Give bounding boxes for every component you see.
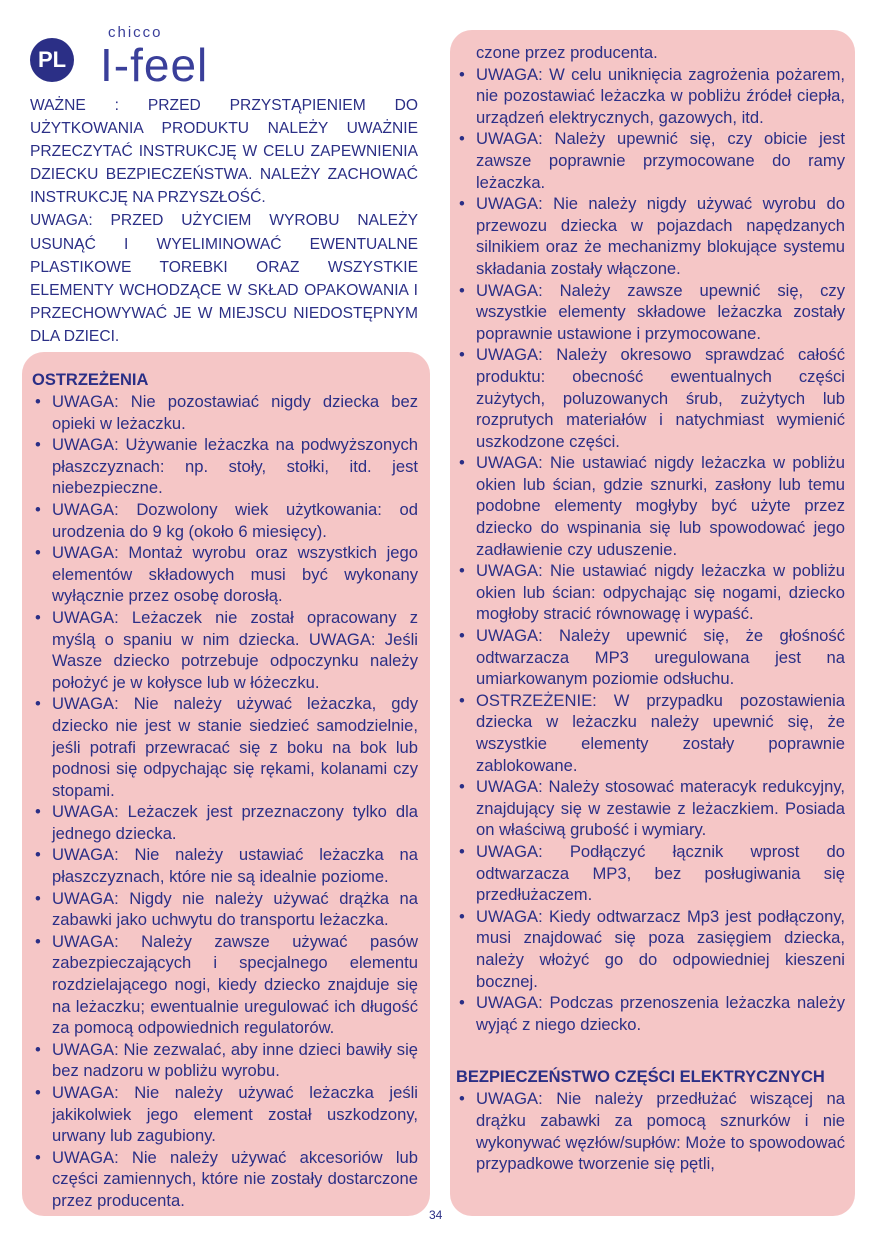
warning-item: • UWAGA: Należy stosować materacyk redukcyjny, znajdujący się w zestawie z leżaczkiem. Posiada on właściwą grubość i wymiary. <box>456 776 845 841</box>
language-badge: PL <box>30 38 74 82</box>
warning-item: • UWAGA: Nie zezwalać, aby inne dzieci bawiły się bez nadzoru w pobliżu wyrobu. <box>32 1039 418 1082</box>
warnings-title: OSTRZEŻENIA <box>32 371 149 389</box>
warning-item: • UWAGA: Nie należy używać leżaczka, gdy dziecko nie jest w stanie siedzieć samodzielnie, jeśli potrafi przewracać się z boku na bok lub podnosi się odpychając się rękami, kolanami czy stopami. <box>32 693 418 801</box>
intro-text <box>30 94 418 348</box>
warning-item: • UWAGA: W celu uniknięcia zagrożenia pożarem, nie pozostawiać leżaczka w pobliżu źródeł ciepła, urządzeń elektrycznych, gazowych, itd. <box>456 64 845 129</box>
warning-item: • UWAGA: Nie należy używać akcesoriów lub części zamiennych, które nie zostały dostarczone przez producenta. <box>32 1147 418 1212</box>
warning-item: • UWAGA: Nie należy przedłużać wiszącej na drążku zabawki za pomocą sznurków i nie wykonywać węzłów/supłów: Może to spowodować przypadkowe tworzenie się pętli, <box>456 1088 845 1174</box>
brand-logo <box>100 20 240 95</box>
intro-paragraph: UWAGA: PRZED UŻYCIEM WYROBU NALEŻY USUNĄĆ I WYELIMINOWAĆ EWENTUALNE PLASTIKOWE TOREBKI ORAZ WSZYSTKIE ELEMENTY WCHODZĄCE W SKŁAD OPAKOWANIA I PRZECHOWYWAĆ JE W MIEJSCU NIEDOSTĘPNYM DLA DZIECI. <box>30 212 418 345</box>
warning-item: • UWAGA: Nie ustawiać nigdy leżaczka w pobliżu okien lub ścian: odpychając się nogami, dziecko mogłoby stracić równowagę i wypaść. <box>456 560 845 625</box>
warning-item: • UWAGA: Należy upewnić się, czy obicie jest zawsze poprawnie przymocowane do ramy leżaczka. <box>456 128 845 193</box>
warnings-list <box>32 391 418 1212</box>
warning-item: • UWAGA: Montaż wyrobu oraz wszystkich jego elementów składowych musi być wykonany wyłącznie przez osobę dorosłą. <box>32 542 418 607</box>
warning-item: • UWAGA: Należy zawsze upewnić się, czy wszystkie elementy składowe leżaczka zostały poprawnie ustawione i przymocowane. <box>456 280 845 345</box>
page-number: 34 <box>429 1208 443 1222</box>
warning-continuation: czone przez producenta. <box>476 43 658 62</box>
warning-item: • UWAGA: Używanie leżaczka na podwyższonych płaszczyznach: np. stoły, stołki, itd. jest niebezpieczne. <box>32 434 418 499</box>
warning-item: • OSTRZEŻENIE: W przypadku pozostawienia dziecka w leżaczku należy upewnić się, że wszystkie elementy zostały poprawnie zablokowane. <box>456 690 845 776</box>
warning-item: • UWAGA: Leżaczek jest przeznaczony tylko dla jednego dziecka. <box>32 801 418 844</box>
warning-item: • UWAGA: Leżaczek nie został opracowany z myślą o spaniu w nim dziecka. UWAGA: Jeśli Wasze dziecko potrzebuje odpoczynku należy położyć je w kołysce lub w łóżeczku. <box>32 607 418 693</box>
intro-paragraph: WAŻNE : PRZED PRZYSTĄPIENIEM DO UŻYTKOWANIA PRODUKTU NALEŻY UWAŻNIE PRZECZYTAĆ INSTRUKCJĘ W CELU ZAPEWNIENIA DZIECKU BEZPIECZEŃSTWA. NALEŻY ZACHOWAĆ INSTRUKCJĘ NA PRZYSZŁOŚĆ. <box>30 97 418 207</box>
warning-item: • UWAGA: Należy zawsze używać pasów zabezpieczających i specjalnego elementu rozdzielającego nogi, kiedy dziecko znajduje się na leżaczku; ewentualnie uregulować ich długość za pomocą odpowiednich regulatorów. <box>32 931 418 1039</box>
warning-item: • UWAGA: Nie pozostawiać nigdy dziecka bez opieki w leżaczku. <box>32 391 418 434</box>
warning-item: • UWAGA: Dozwolony wiek użytkowania: od urodzenia do 9 kg (około 6 miesięcy). <box>32 499 418 542</box>
warning-item: • UWAGA: Nie należy używać leżaczka jeśli jakikolwiek jego element został uszkodzony, urwany lub zagubiony. <box>32 1082 418 1147</box>
warnings-list-continued <box>456 64 845 1036</box>
warning-item: • UWAGA: Należy upewnić się, że głośność odtwarzacza MP3 uregulowana jest na umiarkowanym poziomie odsłuchu. <box>456 625 845 690</box>
warning-item: • UWAGA: Nie ustawiać nigdy leżaczka w pobliżu okien lub ścian, gdzie sznurki, zasłony lub temu podobne elementy mogłyby być użyte przez dziecko do wspinania się lub spowodować jego zadławienie czy uduszenie. <box>456 452 845 560</box>
warning-item: • UWAGA: Nie należy nigdy używać wyrobu do przewozu dziecka w pojazdach napędzanych silnikiem oraz że mechanizmy blokujące systemu składania zostały włączone. <box>456 193 845 279</box>
warning-item: • UWAGA: Należy okresowo sprawdzać całość produktu: obecność ewentualnych części zużytych, poluzowanych śrub, zużytych lub rozprutych materiałów i natychmiast wymienić uszkodzone części. <box>456 344 845 452</box>
warning-item: • UWAGA: Nigdy nie należy używać drążka na zabawki jako uchwytu do transportu leżaczka. <box>32 888 418 931</box>
warning-item: • UWAGA: Podczas przenoszenia leżaczka należy wyjąć z niego dziecko. <box>456 992 845 1035</box>
product-name: I-feel <box>100 39 209 91</box>
electrical-safety-title: BEZPIECZEŃSTWO CZĘŚCI ELEKTRYCZNYCH <box>456 1068 825 1087</box>
electrical-safety-list <box>456 1088 845 1174</box>
warning-item: • UWAGA: Kiedy odtwarzacz Mp3 jest podłączony, musi znajdować się poza zasięgiem dziecka, należy włożyć go do odpowiedniej kieszeni bocznej. <box>456 906 845 992</box>
warning-item: • UWAGA: Nie należy ustawiać leżaczka na płaszczyznach, które nie są idealnie poziome. <box>32 844 418 887</box>
warnings-panel-continued <box>450 30 855 1216</box>
warning-item: • UWAGA: Podłączyć łącznik wprost do odtwarzacza MP3, bez posługiwania się przedłużaczem. <box>456 841 845 906</box>
brand-name: chicco <box>108 24 163 41</box>
warnings-panel <box>22 352 430 1216</box>
